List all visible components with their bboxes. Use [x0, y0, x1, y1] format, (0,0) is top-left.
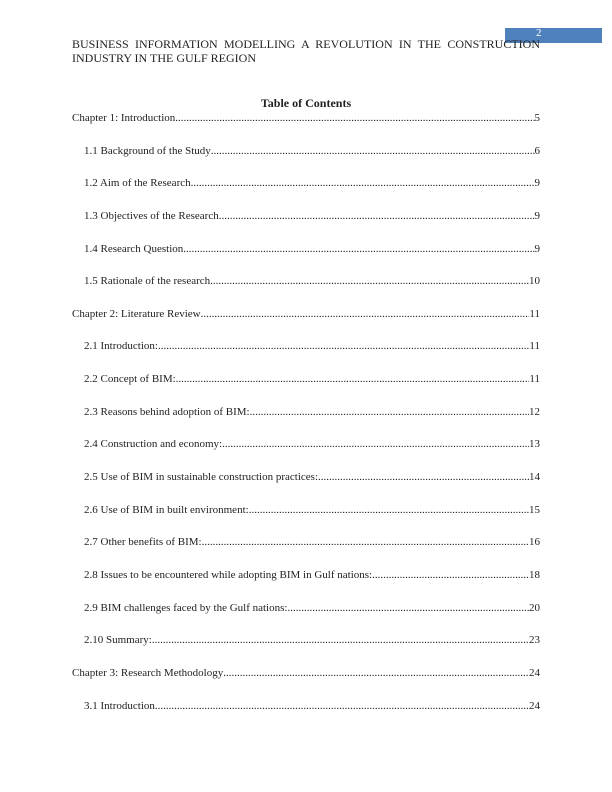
toc-entry-label: 1.5 Rationale of the research: [84, 275, 211, 288]
toc-entry[interactable]: [72, 209, 540, 242]
toc-entry[interactable]: [72, 437, 540, 470]
toc-entry-page: 13: [529, 438, 540, 451]
toc-entry[interactable]: [72, 503, 540, 536]
toc-entry[interactable]: [72, 633, 540, 666]
dot-leader: [219, 209, 535, 223]
toc-entry[interactable]: [72, 111, 540, 144]
dot-leader: [318, 470, 529, 484]
toc-entry[interactable]: [72, 307, 540, 340]
dot-leader: [175, 111, 534, 125]
toc-entry-page: 11: [529, 340, 540, 353]
toc-entry-label: 2.4 Construction and economy:: [84, 438, 223, 451]
toc-entry-label: 2.10 Summary:: [84, 634, 152, 647]
toc-entry-page: 15: [529, 503, 540, 516]
toc-entry-page: 6: [534, 144, 540, 157]
toc-entry[interactable]: [72, 372, 540, 405]
toc-entry-page: 23: [529, 634, 540, 647]
toc-entry-label: 3.1 Introduction: [84, 699, 155, 712]
toc-entry-page: 10: [529, 275, 540, 288]
dot-leader: [372, 568, 529, 582]
dot-leader: [211, 144, 535, 158]
toc-entry[interactable]: [72, 242, 540, 275]
toc-entry-page: 18: [529, 568, 540, 581]
toc-entry[interactable]: [72, 144, 540, 177]
toc-entry-page: 20: [529, 601, 540, 614]
dot-leader: [223, 666, 529, 680]
toc-entry-label: 1.4 Research Question: [84, 242, 184, 255]
toc-title: Table of Contents: [260, 96, 352, 110]
toc-entry-page: 5: [534, 112, 540, 124]
toc-entry-page: 16: [529, 536, 540, 549]
toc-entry-label: 1.3 Objectives of the Research: [84, 209, 219, 222]
dot-leader: [201, 307, 530, 321]
toc-entry[interactable]: [72, 535, 540, 568]
dot-leader: [152, 633, 529, 647]
dot-leader: [183, 242, 534, 256]
toc-entry-label: 2.5 Use of BIM in sustainable construction practices:: [84, 471, 319, 484]
toc-entry-page: 9: [534, 177, 540, 190]
dot-leader: [191, 176, 535, 190]
toc-entry-page: 24: [529, 666, 540, 679]
toc-entry[interactable]: [72, 470, 540, 503]
toc-entry-page: 11: [529, 373, 540, 386]
dot-leader: [158, 339, 529, 353]
toc-entry-label: 2.7 Other benefits of BIM:: [84, 536, 202, 549]
toc-entry[interactable]: [72, 699, 540, 732]
dot-leader: [155, 699, 529, 713]
dot-leader: [176, 372, 530, 386]
toc-entry-label: 2.9 BIM challenges faced by the Gulf nations:: [84, 601, 288, 614]
toc-entry-label: 2.8 Issues to be encountered while adopting BIM in Gulf nations:: [84, 568, 373, 581]
dot-leader: [287, 601, 529, 615]
toc-entry[interactable]: [72, 601, 540, 634]
toc-entry-page: 12: [529, 405, 540, 418]
dot-leader: [249, 503, 529, 517]
page-number: 2: [536, 27, 542, 39]
toc-entry[interactable]: [72, 568, 540, 601]
toc-entry[interactable]: [72, 666, 540, 699]
toc-entry-label: 2.2 Concept of BIM:: [84, 373, 176, 386]
toc-entry-label: Chapter 1: Introduction: [72, 112, 176, 124]
running-header: BUSINESS INFORMATION MODELLING A REVOLUTION IN THE CONSTRUCTION INDUSTRY IN THE GULF REGION: [72, 37, 540, 65]
toc-entry-page: 9: [534, 242, 540, 255]
toc-entry[interactable]: [72, 176, 540, 209]
toc-entry-label: 2.3 Reasons behind adoption of BIM:: [84, 405, 250, 418]
toc-entry[interactable]: [72, 405, 540, 438]
dot-leader: [222, 437, 529, 451]
dot-leader: [202, 535, 529, 549]
dot-leader: [250, 405, 529, 419]
toc-entry-label: 1.2 Aim of the Research: [84, 177, 191, 190]
toc-entry-label: 2.6 Use of BIM in built environment:: [84, 503, 249, 516]
toc-entry-label: 2.1 Introduction:: [84, 340, 158, 353]
toc-entry-page: 11: [529, 307, 540, 320]
toc-entry-page: 24: [529, 699, 540, 712]
toc-entry[interactable]: [72, 274, 540, 307]
table-of-contents: [72, 111, 540, 731]
toc-entry-label: Chapter 3: Research Methodology: [72, 666, 224, 679]
toc-entry[interactable]: [72, 339, 540, 372]
toc-entry-label: Chapter 2: Literature Review: [72, 307, 201, 320]
toc-entry-page: 14: [529, 471, 540, 484]
toc-entry-label: 1.1 Background of the Study: [84, 144, 211, 157]
toc-entry-page: 9: [534, 209, 540, 222]
dot-leader: [210, 274, 529, 288]
